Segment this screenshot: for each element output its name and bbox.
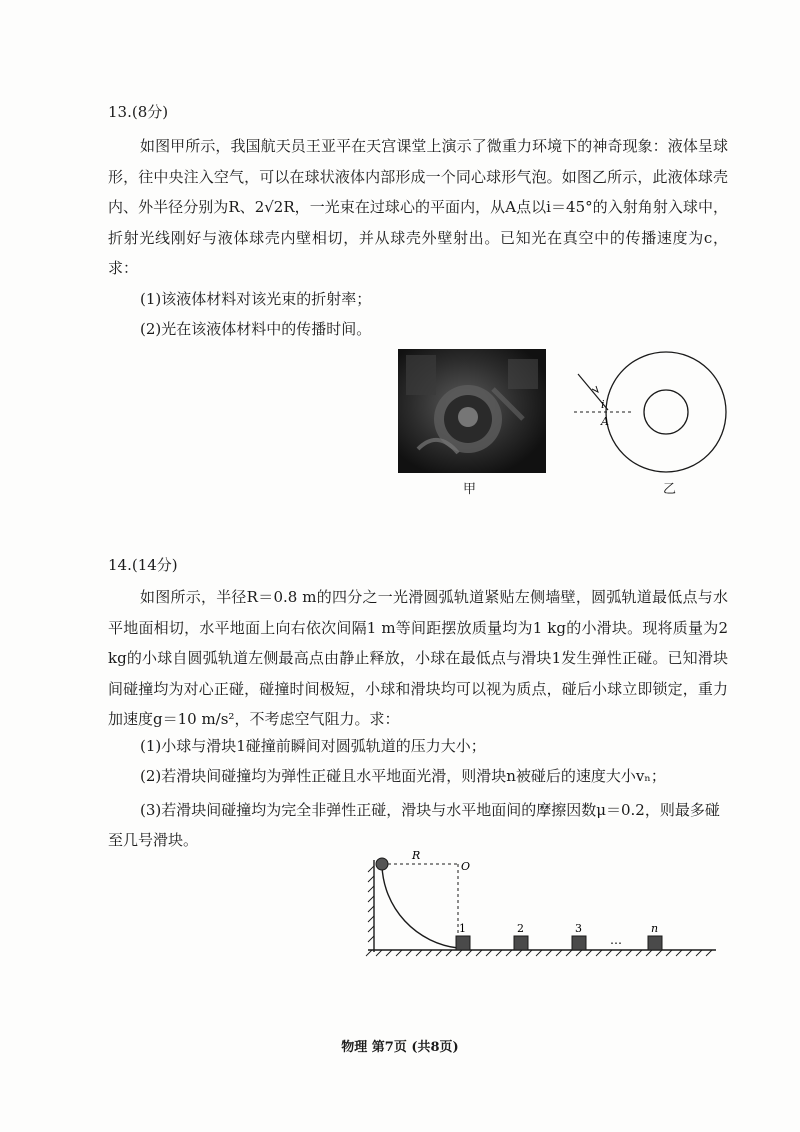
block-1 — [456, 936, 470, 950]
q14-item-3: (3)若滑块间碰撞均为完全非弹性正碰，滑块与水平地面间的摩擦因数μ＝0.2，则最多碰至几号滑块。 — [108, 801, 720, 849]
q14-item-2: (2)若滑块间碰撞均为弹性正碰且水平地面光滑，则滑块n被碰后的速度大小vₙ； — [140, 767, 666, 785]
block-ellipsis: … — [610, 933, 622, 947]
figure-jia-photo — [398, 349, 546, 473]
block-label-2: 2 — [517, 922, 524, 935]
figure-jia-caption: 甲 — [463, 482, 477, 497]
block-label-n: n — [651, 922, 659, 935]
block-label-3: 3 — [575, 922, 582, 935]
q13-body: 如图甲所示，我国航天员王亚平在天宫课堂上演示了微重力环境下的神奇现象：液体呈球形，往中央注入空气，可以在球状液体内部形成一个同心球形气泡。如图乙所示，此液体球壳内、外半径分别为R、2√2R，一光束在过球心的平面内，从A点以i＝45°的入射角射入球中，折射光线刚好与液体球壳内壁相切，并从球壳外壁射出。已知光在真空中的传播速度为c，求： — [108, 137, 728, 278]
small-ball — [376, 858, 388, 870]
label-O: O — [461, 860, 471, 873]
label-i: i — [601, 398, 605, 411]
figure-yi-caption: 乙 — [663, 482, 677, 497]
block-2 — [514, 936, 528, 950]
q14-body: 如图所示，半径R＝0.8 m的四分之一光滑圆弧轨道紧贴左侧墙壁，圆弧轨道最低点与水平地面相切，水平地面上向右依次间隔1 m等间距摆放质量均为1 kg的小滑块。现将质量为2 kg的小球自圆弧轨道左侧最高点由静止释放，小球在最低点与滑块1发生弹性正碰。已知滑块间碰撞均为对心正碰，碰撞时间极短，小球和滑块均可以视为质点，碰后小球立即锁定，重力加速度g＝10 m/s²，不考虑空气阻力。求： — [108, 588, 728, 729]
figure-yi-diagram — [568, 340, 728, 490]
block-n — [648, 936, 662, 950]
q13-item-1: (1)该液体材料对该光束的折射率； — [140, 290, 372, 308]
block-label-1: 1 — [459, 922, 466, 935]
q13-heading: 13.(8分) — [108, 103, 169, 121]
q14-item-1: (1)小球与滑块1碰撞前瞬间对圆弧轨道的压力大小； — [140, 737, 486, 755]
label-R: R — [412, 849, 421, 862]
page-footer: 物理 第7页 (共8页) — [341, 1040, 459, 1055]
inner-circle — [644, 390, 688, 434]
label-A: A — [601, 415, 609, 428]
quarter-arc-track — [382, 866, 458, 948]
block-3 — [572, 936, 586, 950]
q14-heading: 14.(14分) — [108, 556, 178, 574]
q13-item-2: (2)光在该液体材料中的传播时间。 — [140, 320, 372, 338]
q14-track-diagram — [360, 842, 720, 972]
